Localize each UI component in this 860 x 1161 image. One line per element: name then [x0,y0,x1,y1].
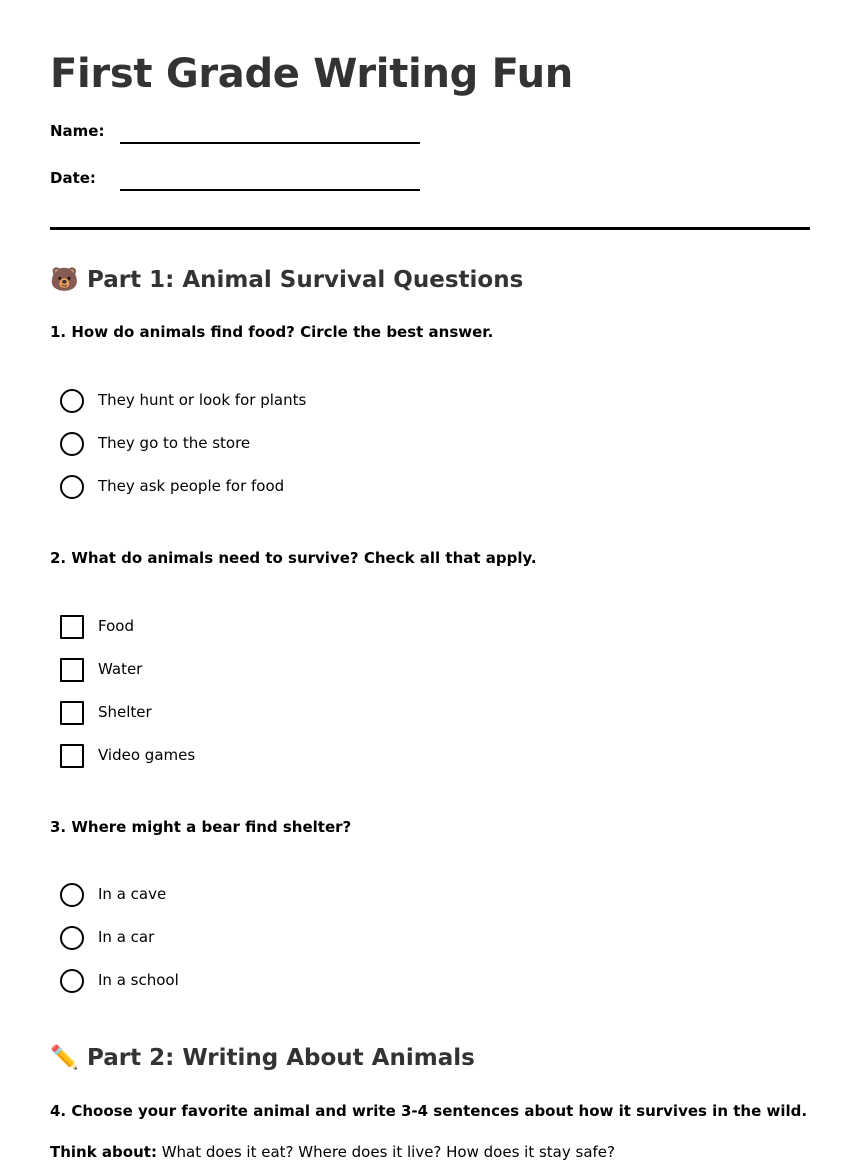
radio-button[interactable] [60,969,84,993]
checkbox[interactable] [60,701,84,725]
radio-button[interactable] [60,883,84,907]
think-about-label: Think about: [50,1143,157,1161]
question-3: 3. Where might a bear find shelter? [50,818,352,836]
radio-button[interactable] [60,432,84,456]
q3-option-label: In a car [98,928,155,946]
think-about-text: What does it eat? Where does it live? How does it stay safe? [156,1143,615,1161]
radio-button[interactable] [60,475,84,499]
radio-button[interactable] [60,926,84,950]
q3-option-label: In a school [98,971,179,989]
radio-button[interactable] [60,389,84,413]
q1-option-label: They go to the store [98,434,251,452]
bear-icon: 🐻 [50,267,79,293]
q1-option-label: They ask people for food [98,477,285,495]
page-title: First Grade Writing Fun [50,51,573,97]
q2-option-label: Shelter [98,703,152,721]
question-1: 1. How do animals find food? Circle the best answer. [50,323,494,341]
think-about-hint [50,1143,615,1161]
header-divider [50,227,810,230]
question-4: 4. Choose your favorite animal and write 3-4 sentences about how it survives in the wild. [50,1102,808,1120]
q2-option-label: Video games [98,746,196,764]
part1-heading-text: Part 1: Animal Survival Questions [87,267,524,293]
part1-heading [50,266,523,293]
part2-heading-text: Part 2: Writing About Animals [87,1045,475,1071]
part2-heading [50,1044,475,1071]
q2-option-label: Water [98,660,143,678]
question-2: 2. What do animals need to survive? Check all that apply. [50,549,537,567]
name-label: Name: [50,122,105,140]
checkbox[interactable] [60,615,84,639]
checkbox[interactable] [60,744,84,768]
checkbox[interactable] [60,658,84,682]
date-label: Date: [50,169,96,187]
name-write-line[interactable] [120,142,420,144]
q1-option-label: They hunt or look for plants [98,391,307,409]
date-write-line[interactable] [120,189,420,191]
q2-option-label: Food [98,617,134,635]
pencil-icon: ✏️ [50,1045,79,1071]
q3-option-label: In a cave [98,885,167,903]
worksheet-page [0,0,860,98]
